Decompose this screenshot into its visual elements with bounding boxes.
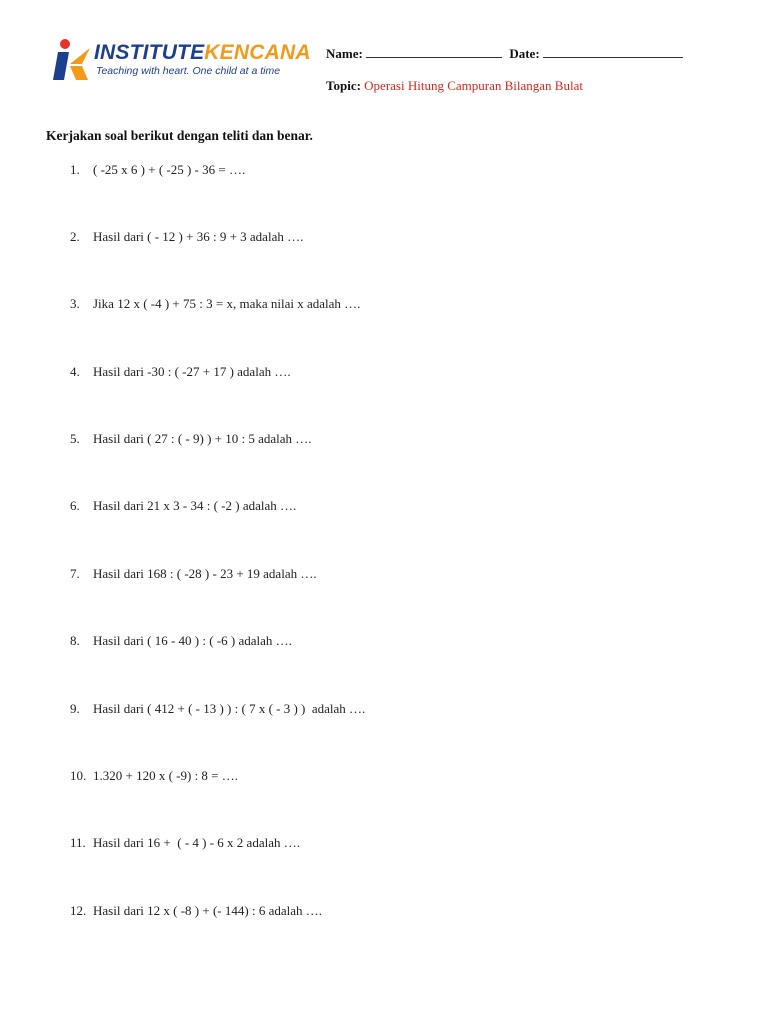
question-text: Hasil dari ( 27 : ( - 9) ) + 10 : 5 adalah …. bbox=[93, 431, 312, 446]
question-item bbox=[70, 903, 322, 919]
instruction-text: Kerjakan soal berikut dengan teliti dan benar. bbox=[46, 128, 313, 143]
question-text: Hasil dari ( 412 + ( - 13 ) ) : ( 7 x ( - 3 ) ) adalah …. bbox=[93, 701, 366, 716]
question-number: 4. bbox=[70, 364, 80, 379]
question-number: 8. bbox=[70, 633, 80, 648]
question-number: 1. bbox=[70, 162, 80, 177]
question-text: Hasil dari 16 + ( - 4 ) - 6 x 2 adalah …. bbox=[93, 835, 300, 850]
question-item bbox=[70, 835, 300, 851]
question-text: ( -25 x 6 ) + ( -25 ) - 36 = …. bbox=[93, 162, 246, 177]
name-date-row bbox=[326, 46, 683, 62]
question-item bbox=[70, 498, 296, 514]
question-item bbox=[70, 566, 317, 582]
question-item bbox=[70, 633, 292, 649]
topic-label: Topic: bbox=[326, 78, 361, 93]
question-text: Hasil dari ( - 12 ) + 36 : 9 + 3 adalah …. bbox=[93, 229, 304, 244]
topic-value: Operasi Hitung Campuran Bilangan Bulat bbox=[364, 78, 583, 93]
question-item bbox=[70, 162, 245, 178]
question-item bbox=[70, 229, 303, 245]
date-label: Date: bbox=[509, 46, 540, 61]
question-number: 6. bbox=[70, 498, 80, 513]
question-number: 11. bbox=[70, 835, 86, 850]
question-number: 2. bbox=[70, 229, 80, 244]
question-text: Hasil dari 168 : ( -28 ) - 23 + 19 adalah …. bbox=[93, 566, 317, 581]
logo-word-kencana: KENCANA bbox=[204, 41, 311, 64]
question-item bbox=[70, 296, 360, 312]
question-number: 9. bbox=[70, 701, 80, 716]
logo-tagline: Teaching with heart. One child at a time bbox=[96, 65, 281, 77]
question-number: 12. bbox=[70, 903, 87, 918]
question-item bbox=[70, 701, 365, 717]
topic-row bbox=[326, 78, 583, 94]
question-number: 10. bbox=[70, 768, 87, 783]
logo-mark-icon bbox=[52, 38, 92, 82]
question-number: 3. bbox=[70, 296, 80, 311]
question-item bbox=[70, 768, 238, 784]
question-text: Hasil dari 12 x ( -8 ) + (- 144) : 6 adalah …. bbox=[93, 903, 322, 918]
question-number: 5. bbox=[70, 431, 80, 446]
question-text: 1.320 + 120 x ( -9) : 8 = …. bbox=[93, 768, 239, 783]
question-number: 7. bbox=[70, 566, 80, 581]
question-text: Hasil dari -30 : ( -27 + 17 ) adalah …. bbox=[93, 364, 291, 379]
logo-word-institute: INSTITUTE bbox=[94, 41, 205, 64]
name-field-line[interactable] bbox=[366, 47, 502, 58]
question-item bbox=[70, 364, 291, 380]
name-label: Name: bbox=[326, 46, 363, 61]
question-text: Hasil dari ( 16 - 40 ) : ( -6 ) adalah …. bbox=[93, 633, 292, 648]
logo-wordmark bbox=[94, 42, 311, 64]
question-item bbox=[70, 431, 312, 447]
question-text: Jika 12 x ( -4 ) + 75 : 3 = x, maka nilai x adalah …. bbox=[93, 296, 361, 311]
date-field-line[interactable] bbox=[543, 47, 683, 58]
institute-kencana-logo bbox=[52, 38, 311, 82]
question-text: Hasil dari 21 x 3 - 34 : ( -2 ) adalah …. bbox=[93, 498, 297, 513]
